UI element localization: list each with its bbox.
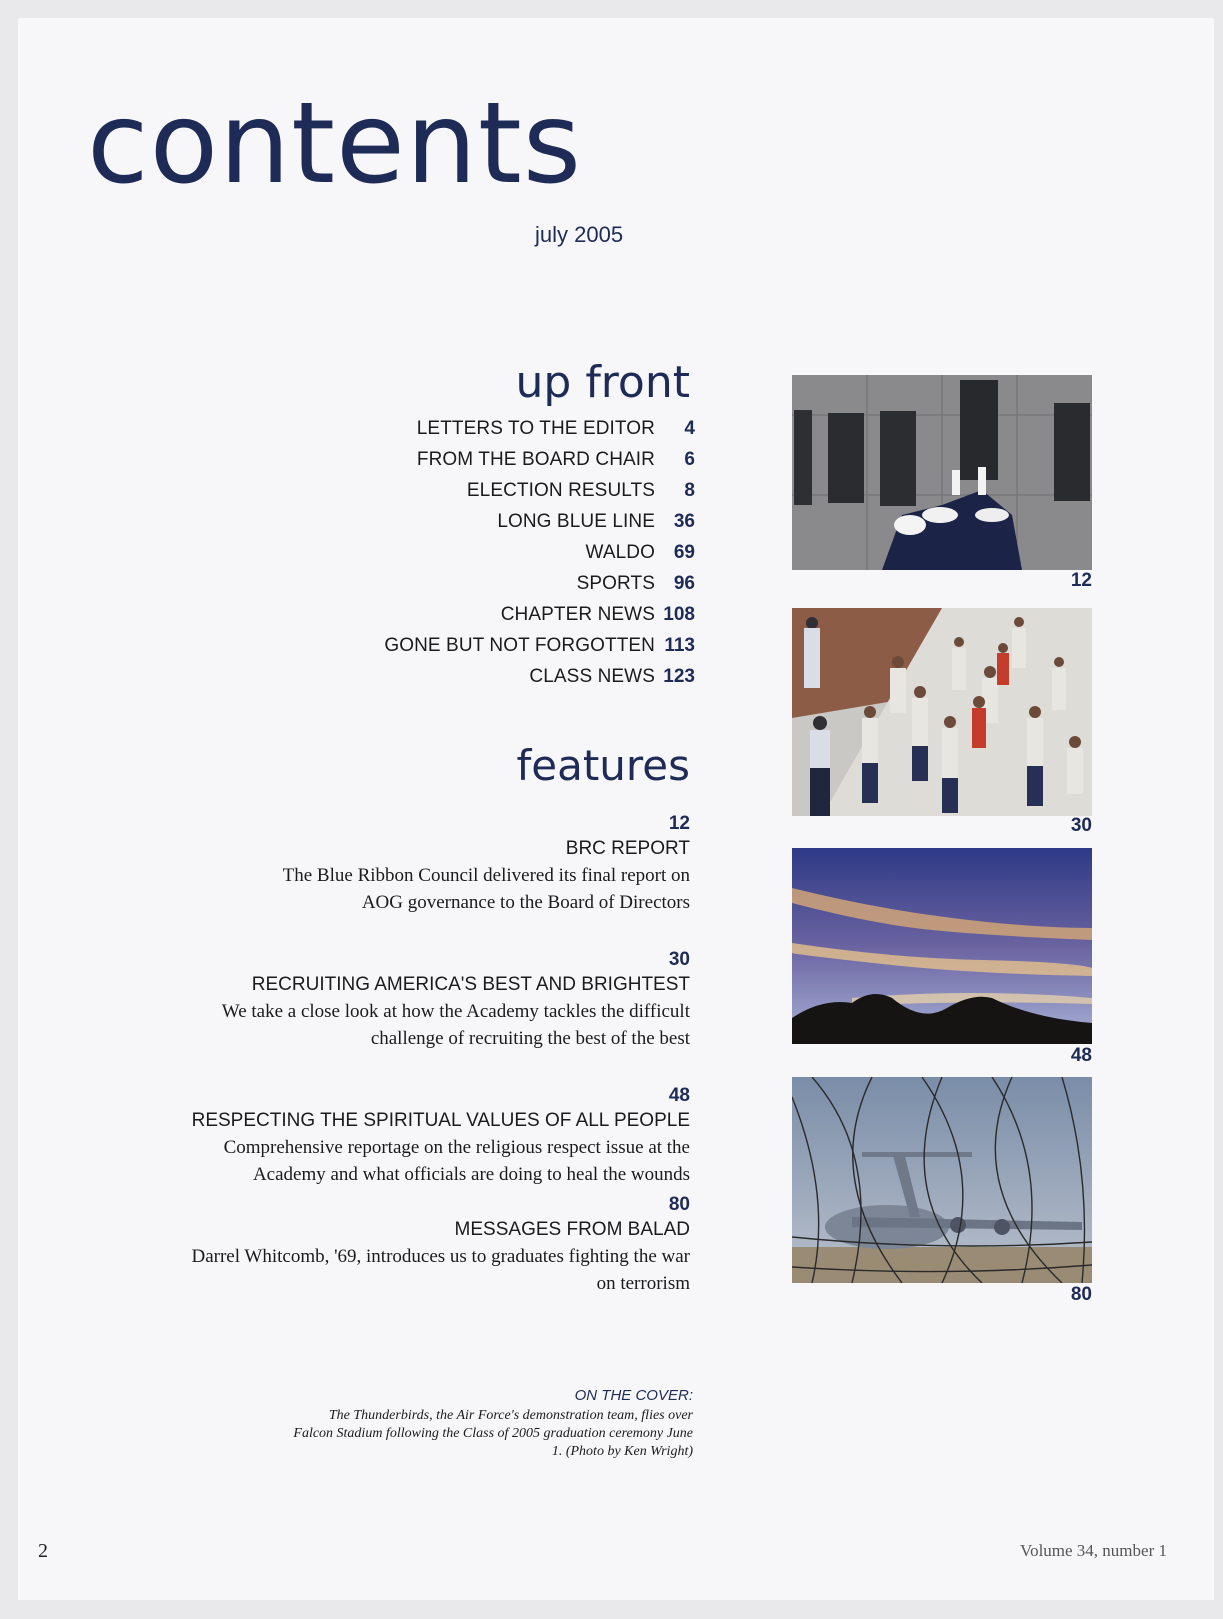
sunset-mountains-photo[interactable] — [792, 848, 1092, 1044]
feature-headline: BRC REPORT — [565, 838, 690, 859]
toc-item-page: 36 — [673, 510, 695, 532]
toc-item[interactable] — [300, 599, 695, 630]
volume-info: Volume 34, number 1 — [1019, 1541, 1167, 1560]
issue-date: july 2005 — [535, 222, 624, 247]
feature-headline: MESSAGES FROM BALAD — [454, 1219, 690, 1240]
feature-item[interactable] — [130, 948, 690, 1052]
sunset-mountains-photo-icon — [792, 848, 1092, 1044]
toc-item[interactable] — [300, 661, 695, 692]
photo-page-number: 80 — [1070, 1284, 1092, 1305]
feature-page: 30 — [668, 949, 690, 970]
toc-item-page: 108 — [663, 603, 695, 625]
feature-headline: RESPECTING THE SPIRITUAL VALUES OF ALL PEOPLE — [191, 1110, 690, 1131]
toc-item[interactable] — [300, 413, 695, 444]
toc-item-page: 4 — [684, 417, 695, 439]
page-number: 2 — [38, 1540, 48, 1562]
toc-item-page: 6 — [684, 448, 695, 470]
toc-item[interactable] — [300, 568, 695, 599]
toc-item-label: CHAPTER NEWS — [500, 603, 655, 625]
page-title: contents — [87, 79, 583, 209]
toc-item-label: LONG BLUE LINE — [497, 510, 655, 532]
feature-page: 48 — [668, 1085, 690, 1106]
graduation-photo[interactable] — [792, 375, 1092, 570]
cover-label: ON THE COVER: — [574, 1387, 693, 1404]
feature-description: We take a close look at how the Academy tackles the difficult challenge of recruiting the best of the best — [221, 1001, 690, 1049]
toc-item[interactable] — [300, 475, 695, 506]
toc-item-label: GONE BUT NOT FORGOTTEN — [384, 634, 655, 656]
graduation-photo-icon — [792, 375, 1092, 570]
toc-item[interactable] — [300, 537, 695, 568]
feature-item[interactable] — [130, 1084, 690, 1188]
toc-item-page: 113 — [664, 634, 695, 656]
toc-item[interactable] — [300, 506, 695, 537]
cadets-formation-photo-icon — [792, 608, 1092, 816]
toc-item-page: 96 — [673, 572, 695, 594]
feature-description: Darrel Whitcomb, '69, introduces us to graduates fighting the war on terrorism — [191, 1246, 690, 1294]
cargo-plane-wire-photo-icon — [792, 1077, 1092, 1283]
feature-description: The Blue Ribbon Council delivered its final report on AOG governance to the Board of Directors — [282, 865, 690, 913]
toc-item-label: CLASS NEWS — [529, 665, 655, 687]
cadets-formation-photo[interactable] — [792, 608, 1092, 816]
toc-item-label: WALDO — [585, 541, 655, 563]
feature-item[interactable] — [130, 812, 690, 916]
photo-page-number: 48 — [1070, 1045, 1092, 1066]
toc-item-page: 8 — [684, 479, 695, 501]
feature-description: Comprehensive reportage on the religious respect issue at the Academy and what officials are doing to heal the wounds — [223, 1137, 690, 1185]
photo-page-number: 12 — [1070, 570, 1092, 591]
feature-page: 80 — [668, 1194, 690, 1215]
toc-item-label: FROM THE BOARD CHAIR — [416, 448, 655, 470]
cargo-plane-wire-photo[interactable] — [792, 1077, 1092, 1283]
feature-page: 12 — [668, 813, 690, 834]
toc-item-page: 69 — [673, 541, 695, 563]
cover-caption: The Thunderbirds, the Air Force's demonstration team, flies over Falcon Stadium following the Class of 2005 graduation ceremony June 1. (Photo by Ken Wright) — [293, 1408, 693, 1459]
feature-headline: RECRUITING AMERICA'S BEST AND BRIGHTEST — [251, 974, 690, 995]
photo-page-number: 30 — [1070, 815, 1092, 836]
toc-item-label: SPORTS — [576, 572, 655, 594]
up-front-heading: up front — [515, 357, 690, 408]
features-heading: features — [516, 741, 690, 790]
toc-item-page: 123 — [663, 665, 695, 687]
toc-item-label: LETTERS TO THE EDITOR — [416, 417, 655, 439]
up-front-list — [300, 413, 695, 692]
feature-item[interactable] — [130, 1193, 690, 1297]
toc-item-label: ELECTION RESULTS — [466, 479, 655, 501]
toc-item[interactable] — [300, 630, 695, 661]
toc-item[interactable] — [300, 444, 695, 475]
